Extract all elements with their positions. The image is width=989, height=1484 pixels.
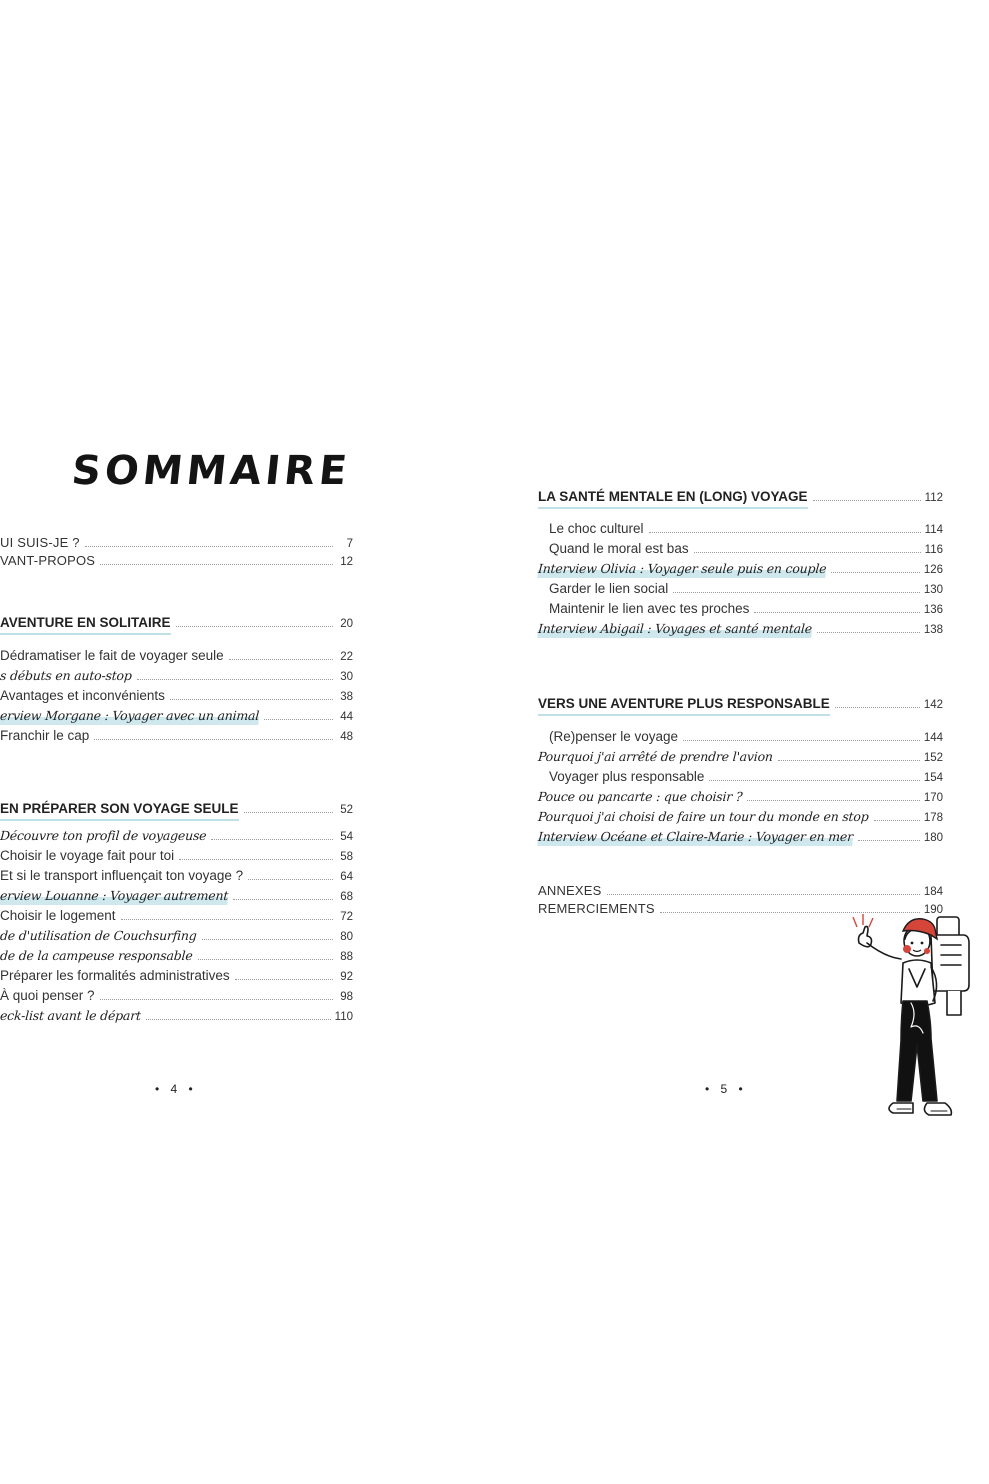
toc-section-heading[interactable]: EN PRÉPARER SON VOYAGE SEULE 52	[0, 800, 353, 821]
toc-entry[interactable]: Avantages et inconvénients 38	[0, 688, 353, 703]
toc-title: SOMMAIRE	[69, 448, 353, 494]
toc-entry[interactable]: eck-list avant le départ 110	[0, 1008, 353, 1023]
toc-entry[interactable]: Garder le lien social 130	[549, 581, 943, 596]
toc-entry[interactable]: Préparer les formalités administratives 92	[0, 968, 353, 983]
toc-section-heading[interactable]: AVENTURE EN SOLITAIRE 20	[0, 614, 353, 635]
toc-entry[interactable]: Choisir le logement 72	[0, 908, 353, 923]
toc-entry[interactable]: Le choc culturel 114	[549, 521, 943, 536]
toc-entry[interactable]: Pourquoi j'ai arrêté de prendre l'avion 152	[537, 749, 943, 764]
page-number: • 5 •	[705, 1082, 747, 1096]
toc-entry[interactable]: de d'utilisation de Couchsurfing 80	[0, 928, 353, 943]
toc-interview-entry[interactable]: Interview Olivia : Voyager seule puis en couple 126	[537, 561, 943, 576]
toc-entry[interactable]: Maintenir le lien avec tes proches 136	[549, 601, 943, 616]
toc-entry[interactable]: Voyager plus responsable 154	[549, 769, 943, 784]
right-page	[500, 0, 989, 1484]
toc-entry[interactable]: Choisir le voyage fait pour toi 58	[0, 848, 353, 863]
toc-entry[interactable]: ANNEXES 184	[538, 883, 943, 898]
toc-entry[interactable]: Franchir le cap 48	[0, 728, 353, 743]
toc-entry[interactable]: Pouce ou pancarte : que choisir ? 170	[537, 789, 943, 804]
toc-entry[interactable]: Dédramatiser le fait de voyager seule 22	[0, 648, 353, 663]
toc-entry[interactable]: REMERCIEMENTS 190	[538, 901, 943, 916]
toc-entry[interactable]: Pourquoi j'ai choisi de faire un tour du monde en stop 178	[537, 809, 943, 824]
toc-section-heading[interactable]: VERS UNE AVENTURE PLUS RESPONSABLE 142	[538, 695, 943, 716]
page-number: • 4 •	[155, 1082, 197, 1096]
toc-entry[interactable]: Découvre ton profil de voyageuse 54	[0, 828, 353, 843]
toc-entry[interactable]: (Re)penser le voyage 144	[549, 729, 943, 744]
toc-interview-entry[interactable]: Interview Océane et Claire-Marie : Voyager en mer 180	[537, 829, 943, 844]
toc-entry[interactable]: de de la campeuse responsable 88	[0, 948, 353, 963]
toc-section-heading[interactable]: LA SANTÉ MENTALE EN (LONG) VOYAGE 112	[538, 488, 943, 509]
left-page	[0, 0, 480, 1484]
toc-entry[interactable]: VANT-PROPOS 12	[0, 553, 353, 568]
toc-entry[interactable]: UI SUIS-JE ? 7	[0, 535, 353, 550]
toc-entry[interactable]: s débuts en auto-stop 30	[0, 668, 353, 683]
hitchhiking-backpacker-illustration	[845, 905, 970, 1133]
toc-interview-entry[interactable]: Interview Abigail : Voyages et santé mentale 138	[537, 621, 943, 636]
toc-entry[interactable]: Quand le moral est bas 116	[549, 541, 943, 556]
thumb-sparkle-icon	[853, 914, 873, 927]
toc-entry[interactable]: À quoi penser ? 98	[0, 988, 353, 1003]
toc-interview-entry[interactable]: erview Morgane : Voyager avec un animal 44	[0, 708, 353, 723]
toc-entry[interactable]: Et si le transport influençait ton voyage ? 64	[0, 868, 353, 883]
toc-interview-entry[interactable]: erview Louanne : Voyager autrement 68	[0, 888, 353, 903]
